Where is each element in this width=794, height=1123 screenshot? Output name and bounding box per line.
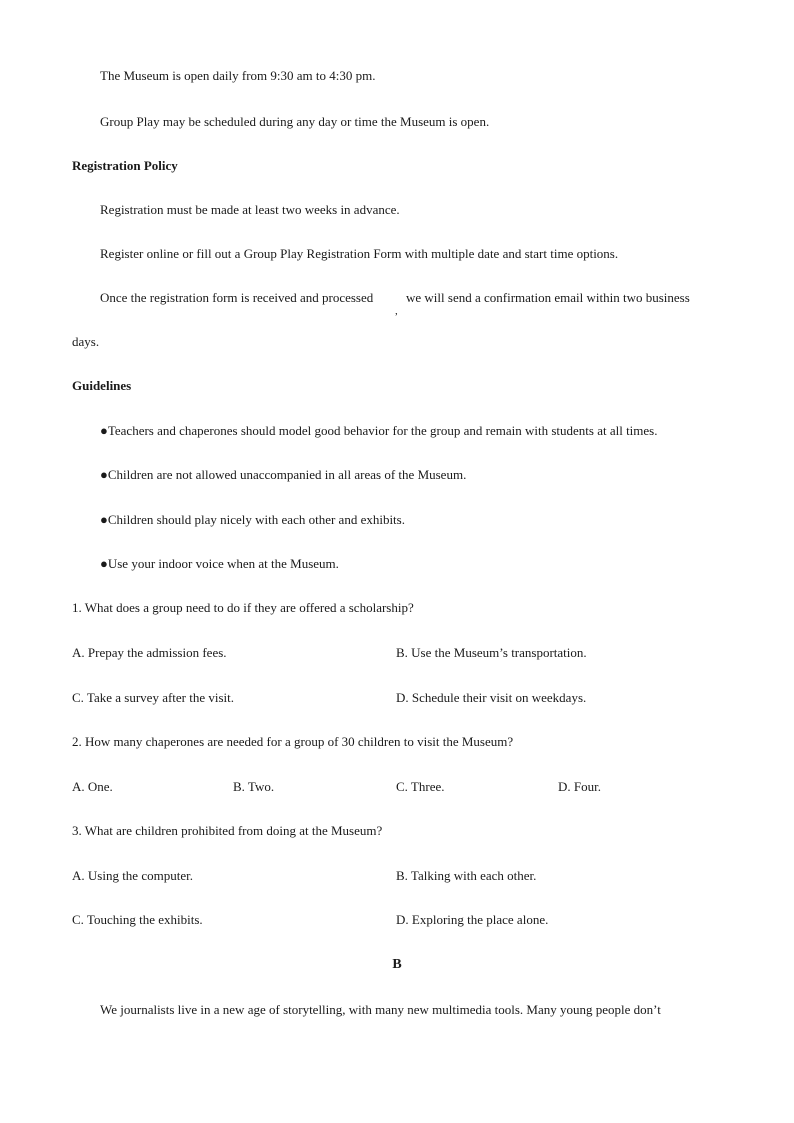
guideline-item: ●Use your indoor voice when at the Museum. xyxy=(100,556,339,571)
registration-line-1: Registration must be made at least two weeks in advance. xyxy=(100,202,400,217)
question-2-option-d: D. Four. xyxy=(558,779,601,794)
question-3-option-c: C. Touching the exhibits. xyxy=(72,912,203,927)
question-1-option-c: C. Take a survey after the visit. xyxy=(72,690,235,705)
question-1-option-a: A. Prepay the admission fees. xyxy=(72,645,227,660)
group-play-note: Group Play may be scheduled during any day or time the Museum is open. xyxy=(100,114,490,129)
guideline-item: ●Children are not allowed unaccompanied in all areas of the Museum. xyxy=(100,467,467,482)
question-1-option-d: D. Schedule their visit on weekdays. xyxy=(396,690,587,705)
question-2-option-b: B. Two. xyxy=(233,779,275,794)
question-3-option-d: D. Exploring the place alone. xyxy=(396,912,549,927)
question-1-option-b: B. Use the Museum’s transportation. xyxy=(396,645,587,660)
question-3-stem: 3. What are children prohibited from doing at the Museum? xyxy=(72,823,383,838)
question-3-option-a: A. Using the computer. xyxy=(72,868,193,883)
question-1-stem: 1. What does a group need to do if they are offered a scholarship? xyxy=(72,600,414,615)
registration-comma: , xyxy=(395,305,398,317)
guideline-item: ●Children should play nicely with each other and exhibits. xyxy=(100,512,405,527)
question-2-option-a: A. One. xyxy=(72,779,113,794)
registration-line-3c: days. xyxy=(72,334,100,349)
section-b-heading: B xyxy=(392,957,402,972)
guideline-item: ●Teachers and chaperones should model good behavior for the group and remain with students at all times. xyxy=(100,423,658,438)
registration-line-2: Register online or fill out a Group Play Registration Form with multiple date and start time options. xyxy=(100,246,619,261)
guidelines-heading: Guidelines xyxy=(72,378,132,393)
question-3-option-b: B. Talking with each other. xyxy=(396,868,537,883)
question-2-stem: 2. How many chaperones are needed for a group of 30 children to visit the Museum? xyxy=(72,734,514,749)
section-b-line-1: We journalists live in a new age of storytelling, with many new multimedia tools. Many young people don’t xyxy=(100,1002,661,1017)
museum-hours: The Museum is open daily from 9:30 am to 4:30 pm. xyxy=(100,68,376,83)
registration-heading: Registration Policy xyxy=(72,158,178,173)
registration-line-3a: Once the registration form is received and processed xyxy=(100,290,374,305)
question-2-option-c: C. Three. xyxy=(396,779,445,794)
registration-line-3b: we will send a confirmation email within two business xyxy=(406,290,690,305)
